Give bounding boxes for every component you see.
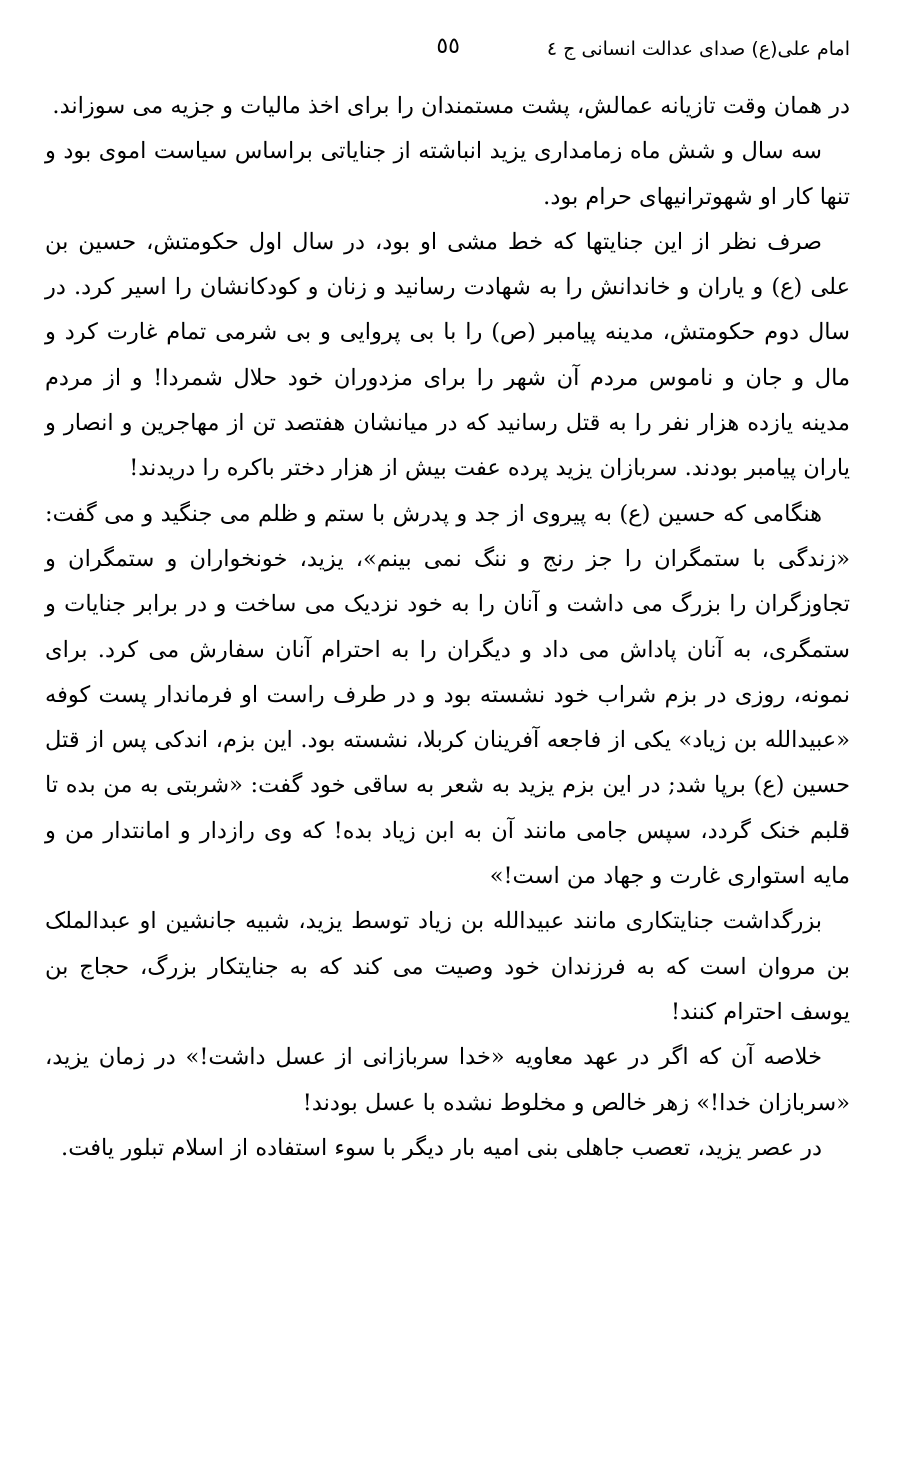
- paragraph-3: صرف نظر از این جنایتها که خط مشی او بود، در سال اول حکومتش، حسین بن علی (ع) و یاران و خاندانش را به شهادت رسانید و زنان و کودکانشان را اسیر کرد. در سال دوم حکومتش، مدینه پیامبر (ص) را با بی پروایی و بی شرمی تمام غارت کرد و مال و جان و ناموس مردم آن شهر را برای مزدوران خود حلال شمردا! و از مردم مدینه یازده هزار نفر را به قتل رسانید که در میانشان هفتصد تن از مهاجرین و انصار و یاران پیامبر بودند. سربازان یزید پرده عفت بیش از هزار دختر باکره را دریدند!: [45, 228, 850, 482]
- page-header: [40, 30, 850, 70]
- paragraph-7: در عصر یزید، تعصب جاهلی بنی امیه بار دیگر با سوء استفاده از اسلام تبلور یافت.: [61, 1134, 822, 1161]
- paragraph-1: در همان وقت تازیانه عمالش، پشت مستمندان را برای اخذ مالیات و جزیه می سوزاند.: [52, 93, 850, 119]
- body-text: [45, 84, 850, 1171]
- paragraph-6: خلاصه آن که اگر در عهد معاویه «خدا سربازانی از عسل داشت!» در زمان یزید، «سربازان خدا!» زهر خالص و مخلوط نشده با عسل بودند!: [45, 1044, 850, 1116]
- running-title: امام علی(ع) صدای عدالت انسانی ج ٤: [546, 38, 850, 60]
- page-number: ٥٥: [436, 34, 460, 59]
- paragraph-2: سه سال و شش ماه زمامداری یزید انباشته از جنایاتی براساس سیاست اموی بود و تنها کار او شهوترانیهای حرام بود.: [45, 138, 850, 210]
- paragraph-5: بزرگداشت جنایتکاری مانند عبیدالله بن زیاد توسط یزید، شبیه جانشین او عبدالملک بن مروان است که به فرزندان خود وصیت می کند که به جنایتکار بزرگ، حجاج بن یوسف احترام کنند!: [45, 908, 850, 1025]
- paragraph-4: هنگامی که حسین (ع) به پیروی از جد و پدرش با ستم و ظلم می جنگید و می گفت: «زندگی با ستمگران را جز رنج و ننگ نمی بینم»، یزید، خونخواران و ستمگران و تجاوزگران را بزرگ می داشت و آنان را به خود نزدیک می ساخت و در برابر جنایات و ستمگری، به آنان پاداش می داد و دیگران را به احترام آنان سفارش می کرد. برای نمونه، روزی در بزم شراب خود نشسته بود و در طرف راست او فرماندار پست کوفه «عبیدالله بن زیاد» یکی از فاجعه آفرینان کربلا، نشسته بود. این بزم، اندکی پس از قتل حسین (ع) برپا شد; در این بزم یزید به شعر به ساقی خود گفت: «شربتی به من بده تا قلبم خنک گردد، سپس جامی مانند آن به ابن زیاد بده! که وی رازدار و امانتدار من و مایه استواری غارت و جهاد من است!»: [45, 500, 850, 890]
